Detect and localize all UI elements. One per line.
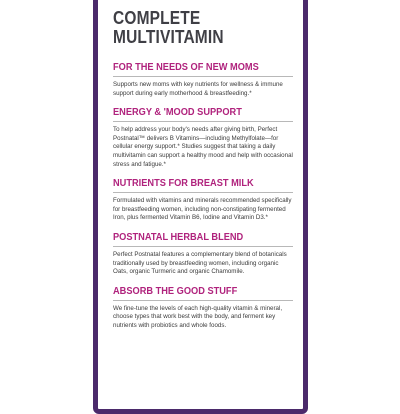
section-body: To help address your body's needs after giving birth, Perfect Postnatal™ delivers B Vitamins—including Methylfolate—for cellular energy support.* Studies suggest that taking a daily multivitamin can support a healthy mood and help with occasional stress and fatigue.* [113,126,293,168]
section-heading: NUTRIENTS FOR BREAST MILK [113,177,254,190]
section-heading: ABSORB THE GOOD STUFF [113,284,238,297]
section-heading: ENERGY & 'MOOD SUPPORT [113,106,242,119]
section-divider [113,192,293,193]
section-body: Supports new moms with key nutrients for wellness & immune support during early motherhood & breastfeeding.* [113,81,283,97]
section-energy-mood [113,106,293,169]
section-divider [113,121,293,122]
section-breast-milk [113,177,293,223]
section-absorb [113,285,293,331]
section-body: Perfect Postnatal features a complementary blend of botanicals traditionally used by breastfeeding women, including organic Oats, organic Turmeric and organic Chamomile. [113,250,287,276]
title-line-2: MULTIVITAMIN [113,27,224,47]
title-line-1: COMPLETE [113,8,201,28]
section-herbal-blend [113,231,293,277]
section-body: We fine-tune the levels of each high-quality vitamin & mineral, choose types that work best with the body, and ferment key nutrients with probiotics and whole foods. [113,304,283,329]
section-heading: FOR THE NEEDS OF NEW MOMS [113,61,259,73]
section-heading: POSTNATAL HERBAL BLEND [113,230,244,243]
section-new-moms [113,61,293,98]
section-body: Formulated with vitamins and minerals recommended specifically for breastfeeding women, including non-constipating fermented Iron, plus fermented Vitamin B6, Iodine and Vitamin D3.* [113,197,292,222]
section-divider [113,246,293,247]
section-divider [113,300,293,301]
section-divider [113,76,293,77]
label-content [113,9,293,339]
